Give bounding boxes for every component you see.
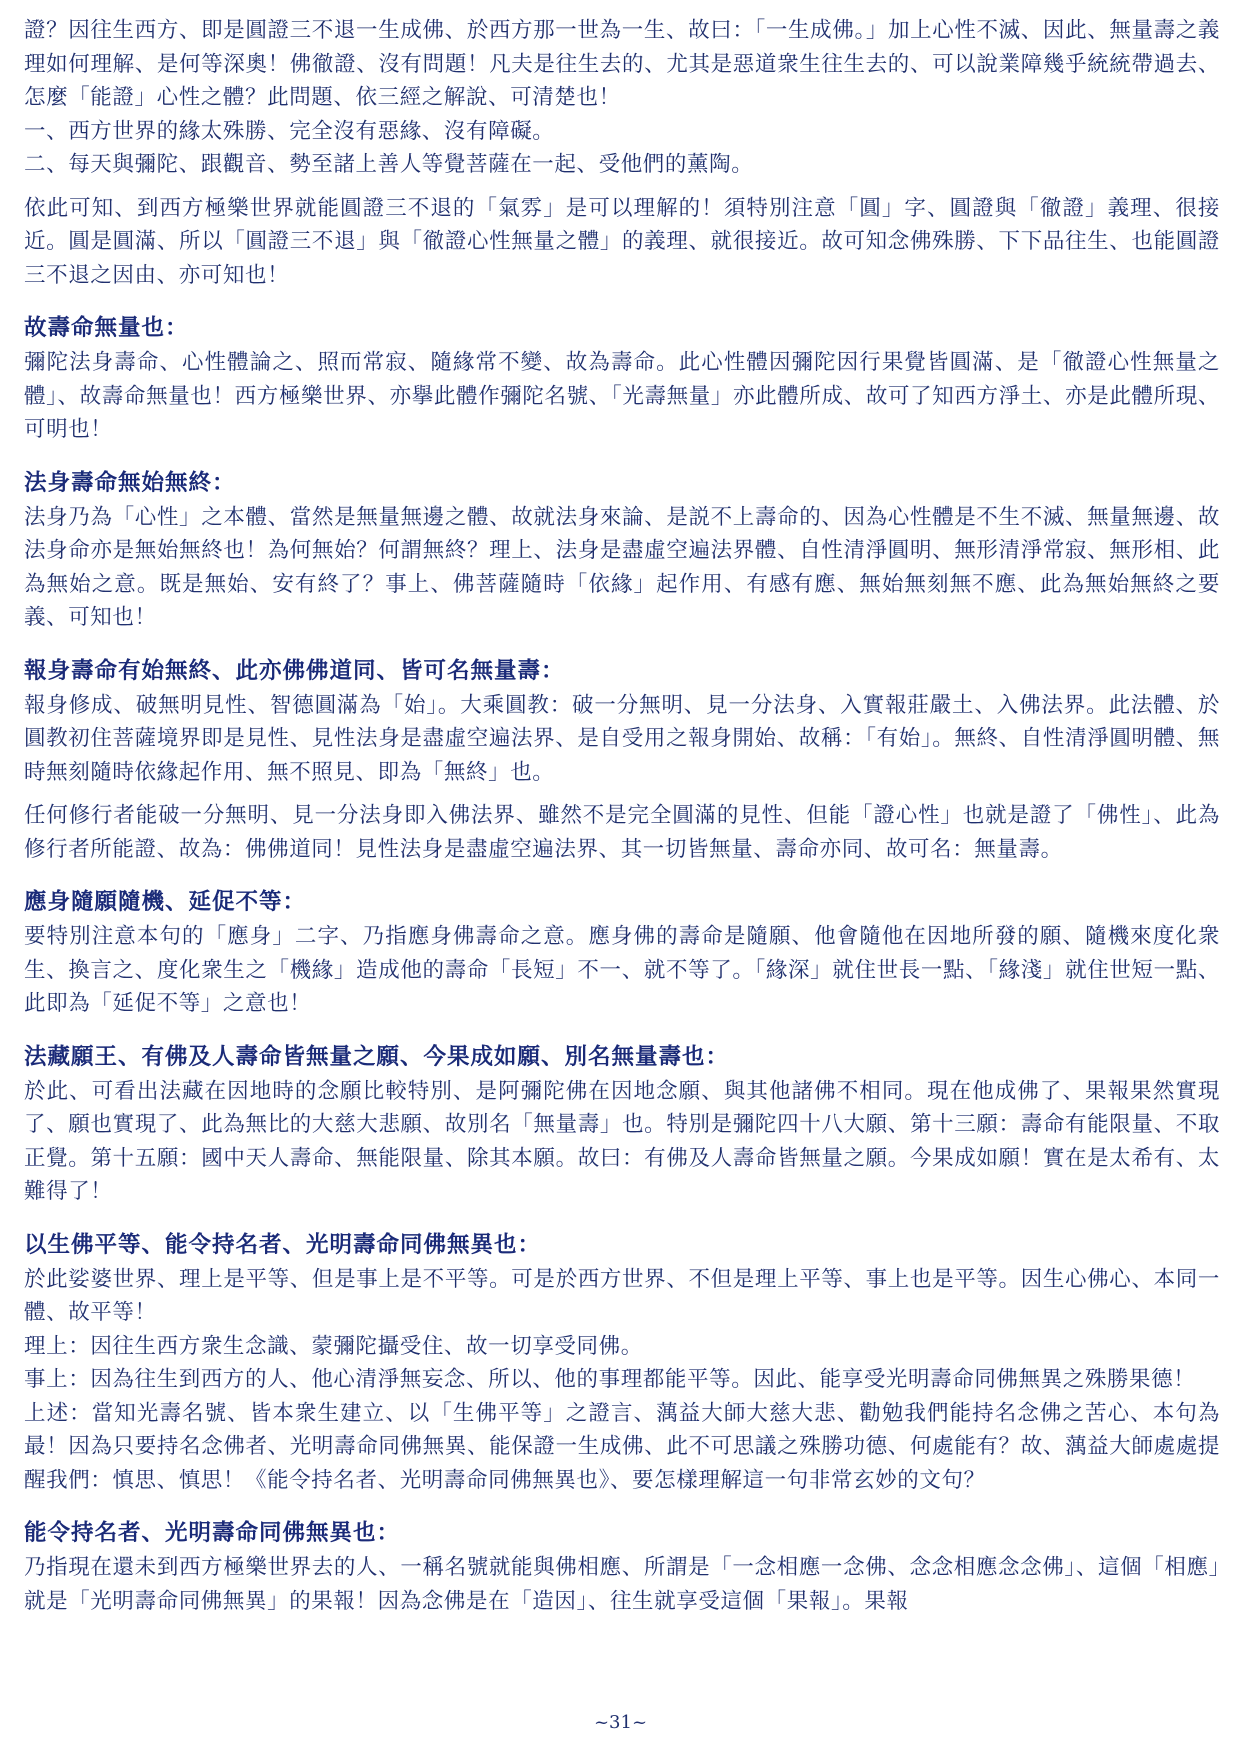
paragraph: 彌陀法身壽命、心性體論之、照而常寂、隨緣常不變、故為壽命。此心性體因彌陀因行果覺皆圓滿、是「徹證心性無量之體」、故壽命無量也！西方極樂世界、亦擧此體作彌陀名號、「光壽無量」亦此體所成、故可了知西方淨土、亦是此體所現、可明也！ bbox=[24, 350, 1220, 442]
section-heading: 故壽命無量也： bbox=[24, 315, 189, 341]
section-heading: 法藏願王、有佛及人壽命皆無量之願、今果成如願、別名無量壽也： bbox=[24, 1043, 730, 1070]
paragraph: 要特別注意本句的「應身」二字、乃指應身佛壽命之意。應身佛的壽命是隨願、他會隨他在因地所發的願、隨機來度化衆生、換言之、度化衆生之「機緣」造成他的壽命「長短」不一、就不等了。「緣深」就住世長一點、「緣淺」就住世短一點、此即為「延促不等」之意也！ bbox=[24, 924, 1220, 1016]
section-heading: 能令持名者、光明壽命同佛無異也： bbox=[24, 1520, 401, 1546]
paragraph: 任何修行者能破一分無明、見一分法身即入佛法界、雖然不是完全圓滿的見性、但能「證心性」也就是證了「佛性」、此為修行者所能證、故為：佛佛道同！見性法身是盡虛空遍法界、其一切皆無量、壽命亦同、故可名：無量壽。 bbox=[24, 803, 1220, 862]
section-heading: 以生佛平等、能令持名者、光明壽命同佛無異也： bbox=[24, 1231, 542, 1258]
section-heading: 報身壽命有始無終、此亦佛佛道同、皆可名無量壽： bbox=[24, 657, 565, 684]
theory-text: 因往生西方衆生念識、蒙彌陀攝受住、故一切享受同佛。 bbox=[90, 1333, 643, 1359]
list-item: 一、西方世界的緣太殊勝、完全沒有惡緣、沒有障礙。 bbox=[24, 118, 555, 144]
page-body bbox=[24, 14, 1220, 1618]
paragraph: 乃指現在還未到西方極樂世界去的人、一稱名號就能與佛相應、所謂是「一念相應一念佛、念念相應念念佛」、這個「相應」就是「光明壽命同佛無異」的果報！因為念佛是在「造因」、往生就享受這個「果報」。果報 bbox=[24, 1555, 1220, 1614]
theory-item bbox=[24, 1330, 1220, 1364]
list-item: 二、每天與彌陀、跟觀音、勢至諸上善人等覺菩薩在一起、受他們的薰陶。 bbox=[24, 152, 754, 177]
section-heading: 應身隨願隨機、延促不等： bbox=[24, 889, 307, 915]
fact-item bbox=[24, 1363, 1220, 1397]
page-number: ~31~ bbox=[593, 1712, 648, 1733]
paragraph: 於此娑婆世界、理上是平等、但是事上是不平等。可是於西方世界、不但是理上平等、事上也是平等。因生心佛心、本同一體、故平等！ bbox=[24, 1266, 1220, 1325]
paragraph: 於此、可看出法藏在因地時的念願比較特別、是阿彌陀佛在因地念願、與其他諸佛不相同。現在他成佛了、果報果然實現了、願也實現了、此為無比的大慈大悲願、故別名「無量壽」也。特別是彌陀四十八大願、第十三願：壽命有能限量、不取正覺。第十五願：國中天人壽命、無能限量、除其本願。故曰：有佛及人壽命皆無量之願。今果成如願！實在是太希有、太難得了！ bbox=[24, 1078, 1220, 1204]
paragraph: 依此可知、到西方極樂世界就能圓證三不退的「氣雰」是可以理解的！須特別注意「圓」字、圓證與「徹證」義理、很接近。圓是圓滿、所以「圓證三不退」與「徹證心性無量之體」的義理、就很接近。故可知念佛殊勝、下下品往生、也能圓證三不退之因由、亦可知也！ bbox=[24, 195, 1220, 288]
fact-label: 事上： bbox=[24, 1367, 91, 1392]
fact-text: 因為往生到西方的人、他心清淨無妄念、所以、他的事理都能平等。因此、能享受光明壽命同佛無異之殊勝果德！ bbox=[90, 1367, 1196, 1392]
paragraph: 報身修成、破無明見性、智德圓滿為「始」。大乘圓教：破一分無明、見一分法身、入實報莊嚴土、入佛法界。此法體、於圓教初住菩薩境界即是見性、見性法身是盡虛空遍法界、是自受用之報身開始、故稱：「有始」。無終、自性清淨圓明體、無時無刻隨時依緣起作用、無不照見、即為「無終」也。 bbox=[24, 692, 1220, 785]
paragraph: 證？因往生西方、即是圓證三不退一生成佛、於西方那一世為一生、故曰：「一生成佛。」加上心性不滅、因此、無量壽之義理如何理解、是何等深奧！佛徹證、沒有問題！凡夫是往生去的、尤其是惡道衆生往生去的、可以說業障幾乎統統帶過去、怎麼「能證」心性之體？此問題、依三經之解說、可清楚也！ bbox=[24, 18, 1220, 110]
section-heading: 法身壽命無始無終： bbox=[24, 469, 236, 496]
theory-label: 理上： bbox=[24, 1333, 91, 1359]
paragraph: 法身乃為「心性」之本體、當然是無量無邊之體、故就法身來論、是説不上壽命的、因為心性體是不生不滅、無量無邊、故法身命亦是無始無終也！為何無始？何謂無終？理上、法身是盡虛空遍法界體、自性清淨圓明、無形清淨常寂、無形相、此為無始之意。既是無始、安有終了？事上、佛菩薩隨時「依緣」起作用、有感有應、無始無刻無不應、此為無始無終之要義、可知也！ bbox=[24, 504, 1220, 630]
paragraph: 上述：當知光壽名號、皆本衆生建立、以「生佛平等」之證言、蕅益大師大慈大悲、勸勉我們能持名念佛之苦心、本句為最！因為只要持名念佛者、光明壽命同佛無異、能保證一生成佛、此不可思議之殊勝功德、何處能有？故、蕅益大師處處提醒我們：慎思、慎思！《能令持名者、光明壽命同佛無異也》、要怎樣理解這一句非常玄妙的文句？ bbox=[24, 1400, 1220, 1493]
